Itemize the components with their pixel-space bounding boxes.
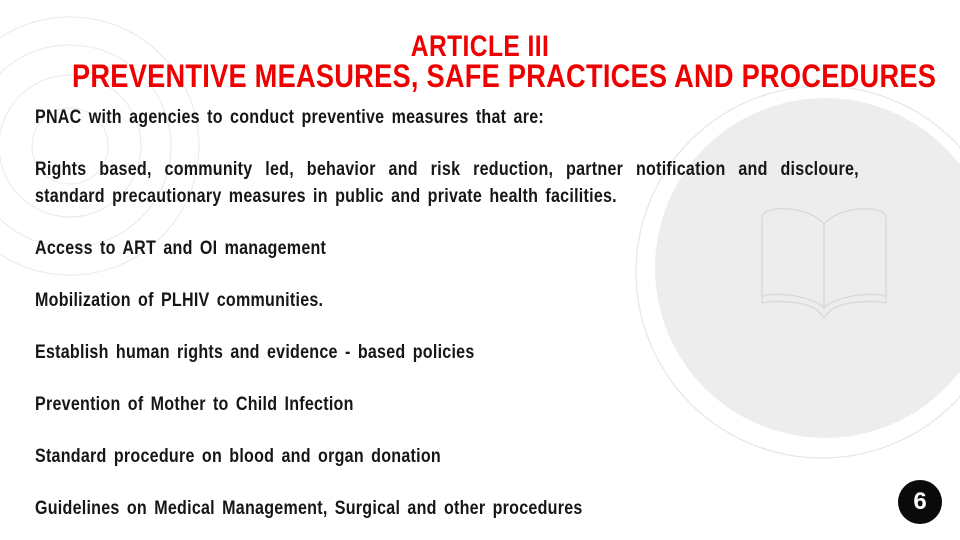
body-paragraph-intro: PNAC with agencies to conduct preventive measures that are: <box>35 107 544 128</box>
page-number-badge <box>898 480 942 524</box>
body-paragraph-mobilization: Mobilization of PLHIV communities. <box>35 290 324 311</box>
page-number: 6 <box>913 488 927 515</box>
title-subtitle: PREVENTIVE MEASURES, SAFE PRACTICES AND PROCEDURES <box>72 58 937 94</box>
title-article-number: ARTICLE III <box>410 30 550 63</box>
body-paragraph-guidelines: Guidelines on Medical Management, Surgical and other procedures <box>35 498 583 519</box>
body-paragraph-policies: Establish human rights and evidence - based policies <box>35 342 475 363</box>
body-paragraph-rights-based: Rights based, community led, behavior and risk reduction, partner notification and discloure, standard precautionary measures in public and private health facilities. <box>35 159 859 207</box>
slide-body <box>35 104 859 540</box>
body-paragraph-blood-organ: Standard procedure on blood and organ donation <box>35 446 441 467</box>
body-paragraph-mother-to-child: Prevention of Mother to Child Infection <box>35 394 354 415</box>
body-paragraph-art-access: Access to ART and OI management <box>35 238 327 259</box>
